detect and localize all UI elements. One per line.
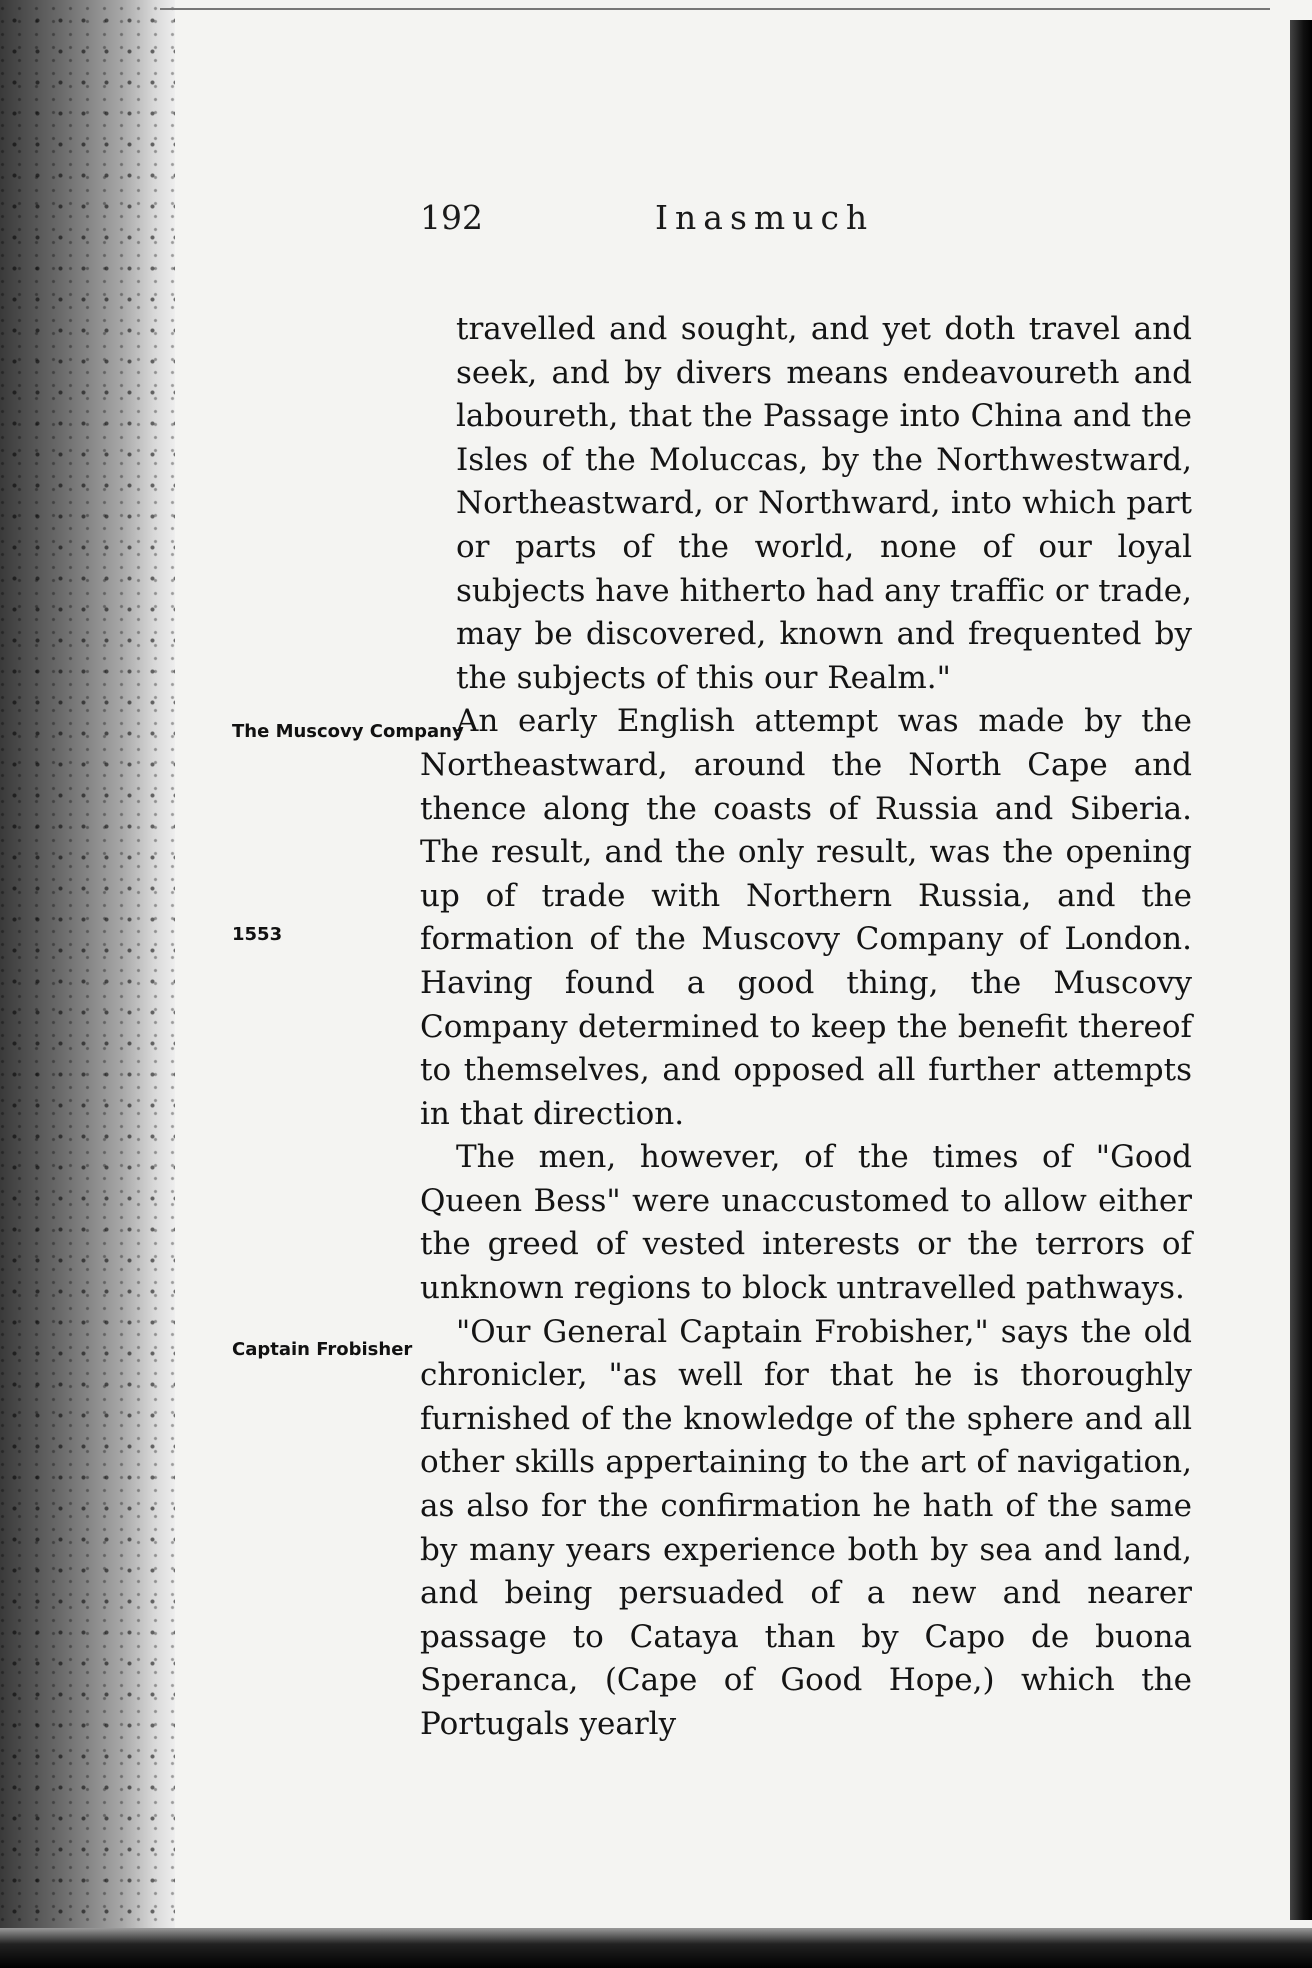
margin-note-muscovy-company: The Muscovy Company bbox=[232, 721, 464, 742]
gutter-speckle bbox=[0, 0, 175, 1968]
page-top-edge bbox=[160, 8, 1270, 10]
page-right-edge bbox=[1290, 20, 1312, 1920]
page-number: 192 bbox=[420, 198, 483, 237]
running-header bbox=[420, 198, 1200, 248]
page-bottom-edge bbox=[0, 1928, 1312, 1968]
margin-note-1553: 1553 bbox=[232, 924, 283, 945]
body-text bbox=[420, 308, 1192, 1747]
margin-note-captain-frobisher: Captain Frobisher bbox=[232, 1339, 413, 1360]
running-title: Inasmuch bbox=[655, 198, 875, 237]
paragraph-queen-bess: The men, however, of the times of "Good Queen Bess" were unaccustomed to allow either the greed of vested interests or the terrors of unknown regions to block untravelled pathways. bbox=[420, 1139, 1192, 1307]
paragraph-quote-continuation: travelled and sought, and yet doth travel and seek, and by divers means endeavoureth and laboureth, that the Passage into China and the Isles of the Moluccas, by the Northwestward, Northeastward, or Northward, into which part or parts of the world, none of our loyal subjects have hitherto had any traffic or trade, may be discovered, known and frequented by the subjects of this our Realm." bbox=[456, 311, 1192, 696]
paragraph-frobisher: "Our General Captain Frobisher," says the old chronicler, "as well for that he is thoroughly furnished of the knowledge of the sphere and all other skills appertaining to the art of navigation, as also for the confirmation he hath of the same by many years experience both by sea and land, and being persuaded of a new and nearer passage to Cataya than by Capo de buona Speranca, (Cape of Good Hope,) which the Portugals yearly bbox=[420, 1313, 1192, 1742]
paragraph-muscovy: An early English attempt was made by the Northeastward, around the North Cape and thence along the coasts of Russia and Siberia. The result, and the only result, was the opening up of trade with Northern Russia, and the formation of the Muscovy Company of London. Having found a good thing, the Muscovy Company determined to keep the benefit thereof to themselves, and opposed all further attempts in that direction. bbox=[420, 703, 1192, 1132]
